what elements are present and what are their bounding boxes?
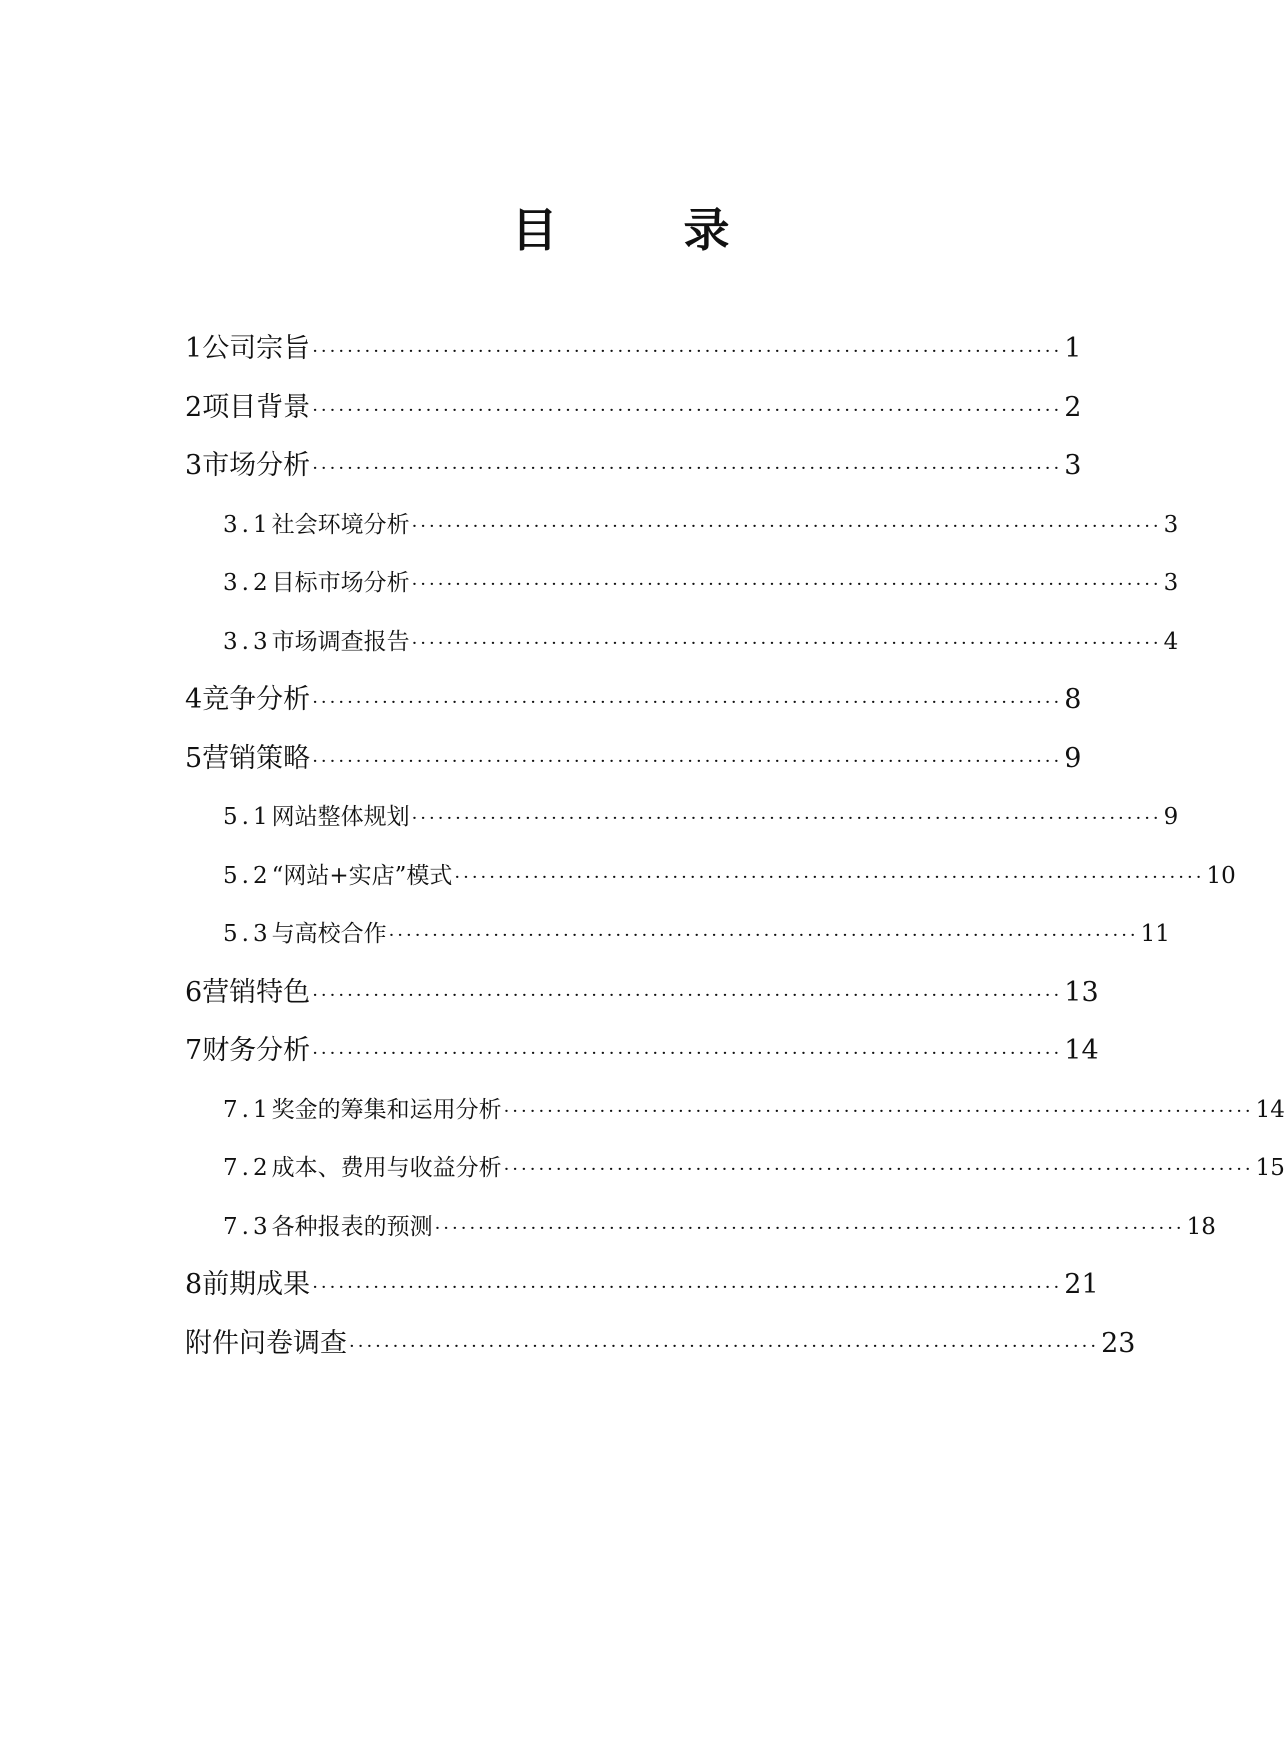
toc-entry-number: 3 (185, 450, 203, 481)
toc-entry-label: 项目背景 (202, 391, 311, 423)
toc-entry-page: 21 (1064, 1269, 1099, 1300)
toc-entry-label: 财务分析 (202, 1035, 311, 1066)
toc-entry-page: 3 (1163, 511, 1179, 538)
toc-entry[interactable] (185, 320, 1082, 379)
toc-entry-page: 9 (1163, 804, 1179, 830)
toc-leader-dots: ······················································································ (411, 808, 1162, 829)
toc-leader-dots: ······················································································ (312, 750, 1063, 772)
toc-entry-label: “网站+实店”模式 (271, 862, 453, 889)
toc-entry-label: 各种报表的预测 (271, 1213, 433, 1240)
toc-entry[interactable] (185, 730, 1082, 789)
toc-entry-page: 3 (1064, 450, 1082, 481)
toc-leader-dots: ······················································································ (312, 399, 1063, 421)
toc-entry-page: 2 (1064, 391, 1082, 423)
toc-entry-number: 5 (185, 742, 203, 774)
toc-leader-dots: ······················································································ (312, 341, 1063, 362)
toc-entry-number: 3.2 (223, 570, 272, 596)
toc-entry-number: 7 (185, 1035, 203, 1066)
toc-entry-label: 成本、费用与收益分析 (271, 1155, 502, 1181)
toc-entry-label: 网站整体规划 (271, 804, 410, 830)
toc-entry-page: 18 (1186, 1213, 1216, 1240)
toc-entry-label: 奖金的筹集和运用分析 (271, 1096, 502, 1123)
toc-entry-page: 4 (1163, 628, 1179, 655)
toc-entry-page: 13 (1064, 976, 1099, 1008)
toc-leader-dots: ······················································································ (388, 925, 1139, 946)
toc-entry-number: 2 (185, 391, 203, 423)
toc-entry-number: 3.1 (223, 511, 272, 538)
toc-entry[interactable] (185, 1139, 1285, 1198)
toc-entry-label: 公司宗旨 (202, 333, 311, 364)
toc-entry[interactable] (185, 1198, 1216, 1257)
toc-leader-dots: ······················································································ (312, 458, 1063, 479)
toc-entry-page: 14 (1255, 1096, 1285, 1123)
toc-entry-page: 10 (1206, 862, 1236, 889)
toc-entry-page: 23 (1101, 1327, 1136, 1359)
toc-entry[interactable] (185, 1315, 1136, 1374)
toc-entry-number: 6 (185, 976, 203, 1008)
toc-leader-dots: ······················································································ (312, 1043, 1063, 1064)
toc-entry-number: 1 (185, 333, 203, 364)
toc-entry[interactable] (185, 671, 1082, 730)
toc-leader-dots: ······················································································ (411, 574, 1162, 595)
toc-entry-label: 前期成果 (202, 1269, 311, 1300)
toc-entry-number: 5.1 (223, 804, 272, 830)
toc-entry[interactable] (185, 1022, 1099, 1081)
toc-entry-page: 9 (1064, 742, 1082, 774)
toc-entry-number: 7.2 (223, 1155, 272, 1181)
toc-entry[interactable] (185, 496, 1179, 555)
toc-entry-number: 5.2 (223, 862, 272, 889)
toc-entry[interactable] (185, 1081, 1285, 1140)
toc-leader-dots: ······················································································ (349, 1335, 1100, 1357)
toc-leader-dots: ······················································································ (411, 632, 1162, 654)
toc-entry[interactable] (185, 964, 1099, 1023)
toc-leader-dots: ······················································································ (503, 1100, 1254, 1122)
toc-entry-label: 问卷调查 (239, 1327, 347, 1359)
toc-entry-label: 社会环境分析 (271, 511, 410, 538)
toc-leader-dots: ······················································································ (312, 692, 1063, 713)
toc-entry[interactable] (185, 379, 1082, 438)
toc-leader-dots: ······················································································ (312, 1277, 1063, 1298)
toc-entry-page: 11 (1140, 921, 1170, 947)
toc-leader-dots: ······················································································ (454, 866, 1205, 888)
toc-entry[interactable] (185, 905, 1170, 964)
toc-entry-page: 15 (1255, 1155, 1285, 1181)
toc-entry-label: 营销策略 (202, 742, 311, 774)
toc-entry-label: 目标市场分析 (271, 570, 410, 596)
toc-entry-page: 14 (1064, 1035, 1099, 1066)
toc-entry[interactable] (185, 613, 1179, 672)
toc-entry-label: 营销特色 (202, 976, 311, 1008)
page-title: 目 录 (511, 203, 770, 257)
table-of-contents (185, 320, 1285, 1373)
toc-leader-dots: ······················································································ (503, 1159, 1254, 1180)
toc-leader-dots: ······················································································ (312, 984, 1063, 1006)
toc-entry-number: 8 (185, 1269, 203, 1300)
toc-entry[interactable] (185, 788, 1179, 847)
toc-entry-number: 附件 (185, 1327, 239, 1359)
toc-entry-page: 8 (1064, 684, 1082, 715)
toc-leader-dots: ······················································································ (434, 1217, 1185, 1239)
toc-entry[interactable] (185, 554, 1179, 613)
toc-entry-number: 4 (185, 684, 203, 715)
toc-entry-number: 7.1 (223, 1096, 272, 1123)
toc-entry-number: 3.3 (223, 628, 272, 655)
toc-leader-dots: ······················································································ (411, 515, 1162, 537)
toc-entry-page: 3 (1163, 570, 1179, 596)
toc-entry-number: 5.3 (223, 921, 272, 947)
toc-entry-number: 7.3 (223, 1213, 272, 1240)
toc-entry-page: 1 (1064, 333, 1082, 364)
toc-entry-label: 市场调查报告 (271, 628, 410, 655)
toc-entry[interactable] (185, 847, 1236, 906)
toc-entry-label: 市场分析 (202, 450, 311, 481)
toc-entry[interactable] (185, 1256, 1099, 1315)
toc-entry[interactable] (185, 437, 1082, 496)
toc-entry-label: 与高校合作 (271, 921, 387, 947)
toc-entry-label: 竞争分析 (202, 684, 311, 715)
